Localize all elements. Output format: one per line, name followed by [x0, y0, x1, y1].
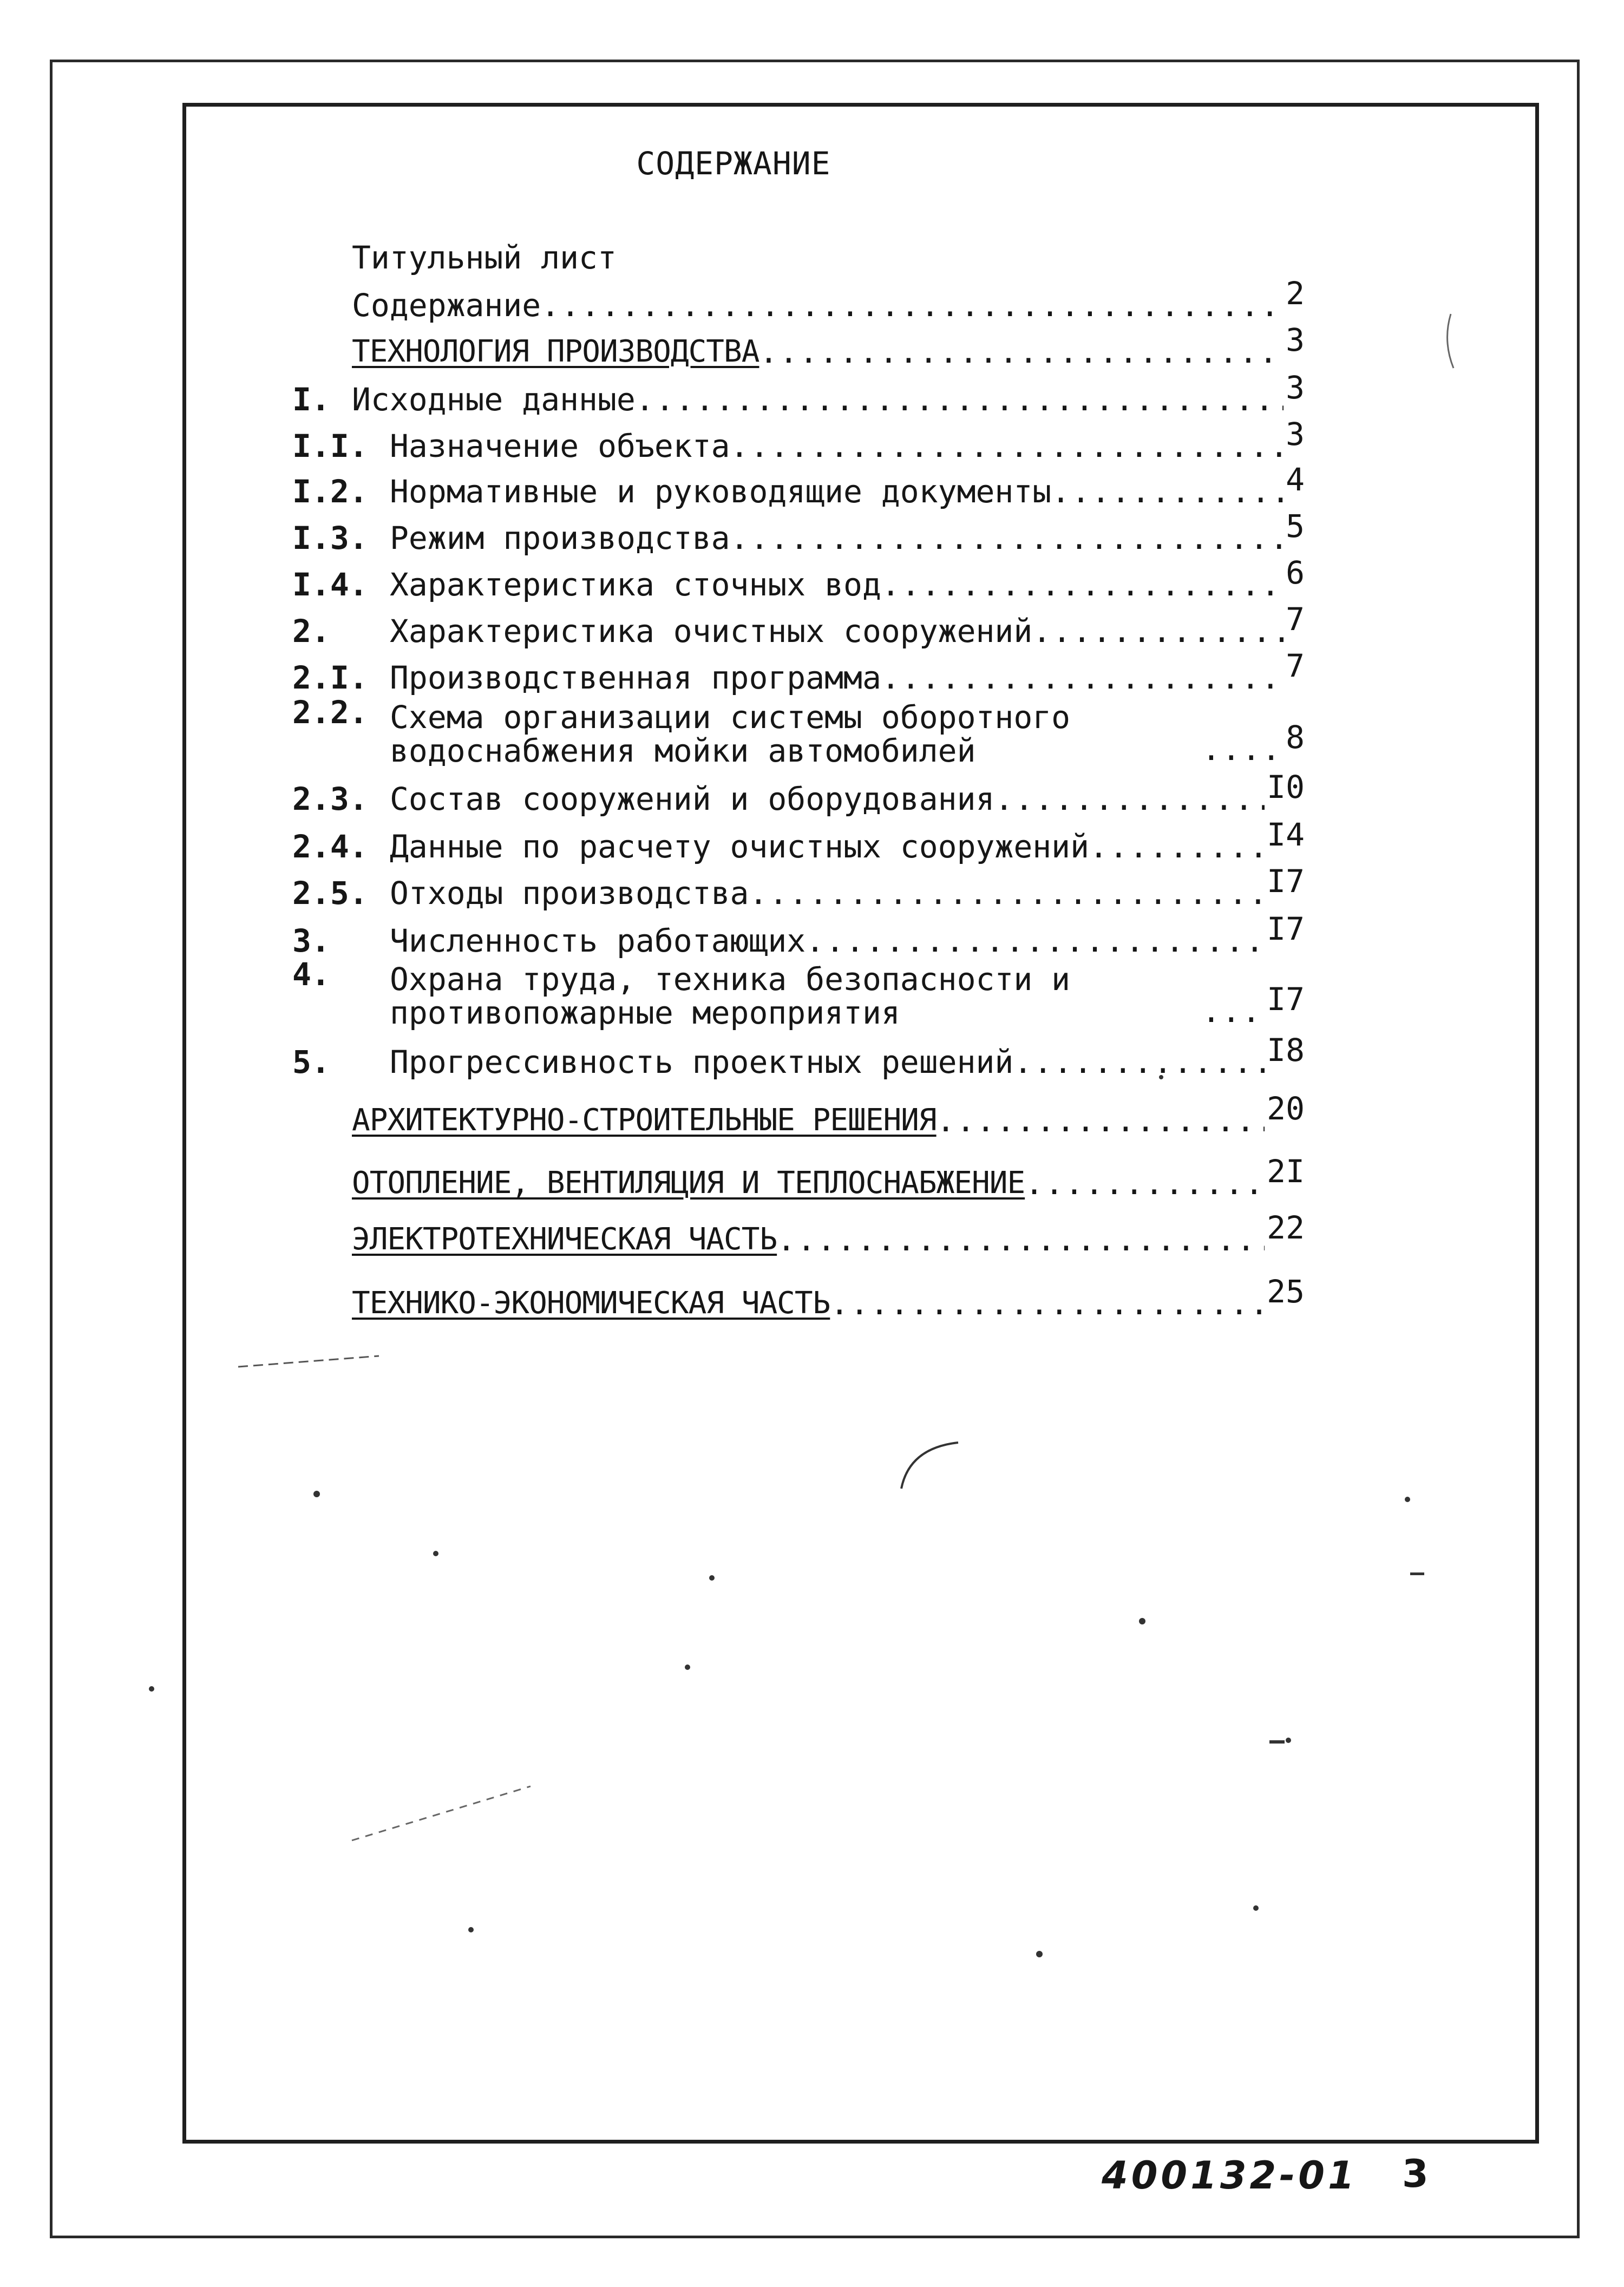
toc-row: [0, 948, 1305, 1030]
toc-text: Характеристика сточных вод: [390, 566, 881, 603]
toc-number: 2.3.: [292, 781, 368, 817]
toc-number: 2.: [292, 613, 330, 650]
leader-dots: [1051, 473, 1284, 510]
leader-dots: [730, 428, 1284, 464]
toc-number: I.4.: [292, 566, 368, 603]
leader-dots: [541, 287, 1284, 324]
toc-number: 2.I.: [292, 659, 368, 696]
toc-page: 3: [1286, 322, 1305, 358]
leader-dots: [937, 1102, 1265, 1139]
toc-text: Производственная программа: [390, 659, 881, 696]
toc-section-heading: ЭЛЕКТРОТЕХНИЧЕСКАЯ ЧАСТЬ: [352, 1222, 777, 1257]
toc-page: 3: [1286, 369, 1305, 406]
toc-row-electrical: [0, 1209, 1305, 1258]
leader-dots: [636, 381, 1284, 418]
toc-number: I.: [292, 381, 330, 418]
toc-number: 5.: [292, 1044, 330, 1080]
toc-row: [0, 769, 1305, 817]
toc-page: I4: [1267, 816, 1305, 853]
leader-dots: [1013, 1044, 1265, 1080]
toc-text: Схема организации системы оборотного водоснабжения мойки автомобилей: [390, 699, 1071, 769]
toc-row: [0, 508, 1305, 556]
toc-text: Состав сооружений и оборудования: [390, 781, 995, 817]
toc-row-architecture: [0, 1090, 1305, 1139]
toc-number: I.I.: [292, 428, 368, 464]
toc-row: [0, 1032, 1305, 1080]
leader-dots: [881, 566, 1284, 603]
leader-dots: [1202, 993, 1265, 1030]
leader-dots: [730, 520, 1284, 556]
toc-text: Назначение объекта: [390, 428, 730, 464]
toc-text: Охрана труда, техника безопасности и противопожарные мероприятия: [390, 961, 1071, 1031]
toc-page: 5: [1286, 508, 1305, 545]
document-title: СОДЕРЖАНИЕ: [636, 145, 831, 182]
toc-text: Численность работающих: [390, 922, 806, 959]
toc-text: Данные по расчету очистных сооружений: [390, 828, 1090, 865]
toc-page: 2I: [1267, 1153, 1305, 1190]
toc-row: [0, 416, 1305, 464]
toc-row-contents: [0, 275, 1305, 324]
toc-page: I7: [1267, 981, 1305, 1018]
toc-row: [0, 369, 1305, 418]
toc-row: [0, 554, 1305, 603]
toc-number: 2.4.: [292, 828, 368, 865]
leader-dots: [1025, 1165, 1265, 1202]
toc-row-heating: [0, 1153, 1305, 1202]
toc-page: 25: [1267, 1273, 1305, 1310]
toc-page: 8: [1286, 719, 1305, 756]
toc-number: 2.2.: [292, 694, 368, 731]
toc-number: I.2.: [292, 473, 368, 510]
leader-dots: [830, 1285, 1265, 1322]
toc-text: Содержание: [352, 287, 541, 324]
toc-section-heading: АРХИТЕКТУРНО-СТРОИТЕЛЬНЫЕ РЕШЕНИЯ: [352, 1103, 937, 1138]
toc-page: 4: [1286, 461, 1305, 498]
toc-number: 2.5.: [292, 875, 368, 912]
toc-row: [0, 461, 1305, 510]
toc-page: 6: [1286, 554, 1305, 591]
leader-dots: [1032, 613, 1284, 650]
toc-row: [0, 601, 1305, 650]
toc-page: 3: [1286, 416, 1305, 453]
toc-number: 3.: [292, 922, 330, 959]
toc-text: Характеристика очистных сооружений: [390, 613, 1033, 650]
leader-dots: [994, 781, 1265, 817]
toc-number: I.3.: [292, 520, 368, 556]
toc-number: 4.: [292, 956, 330, 993]
toc-page: I8: [1267, 1032, 1305, 1069]
toc-page: 7: [1286, 601, 1305, 638]
leader-dots: [759, 333, 1284, 370]
document-code: 400132-01: [1102, 2153, 1358, 2198]
toc-section-heading: ТЕХНОЛОГИЯ ПРОИЗВОДСТВА: [352, 334, 759, 369]
toc-text: Отходы производства: [390, 875, 749, 912]
toc-page: I0: [1267, 769, 1305, 805]
toc-page: 7: [1286, 647, 1305, 684]
toc-row-economics: [0, 1273, 1305, 1322]
toc-row: [0, 686, 1305, 768]
toc-row: [0, 816, 1305, 865]
leader-dots: [1089, 828, 1265, 865]
leader-dots: [777, 1221, 1265, 1258]
toc-text: Исходные данные: [352, 381, 636, 418]
toc-text: Титульный лист: [352, 239, 617, 276]
leader-dots: [749, 875, 1265, 912]
toc-page: I7: [1267, 863, 1305, 900]
toc-page: 2: [1286, 275, 1305, 312]
toc-row-technology: [0, 322, 1305, 370]
toc-page: 20: [1267, 1090, 1305, 1127]
toc-page: I7: [1267, 910, 1305, 947]
toc-text: Режим производства: [390, 520, 730, 556]
toc-page: 22: [1267, 1209, 1305, 1246]
toc-row: [0, 863, 1305, 912]
toc-text: Прогрессивность проектных решений: [390, 1044, 1014, 1080]
toc-text: Нормативные и руководящие документы: [390, 473, 1052, 510]
toc-section-heading: ОТОПЛЕНИЕ, ВЕНТИЛЯЦИЯ И ТЕПЛОСНАБЖЕНИЕ: [352, 1165, 1025, 1201]
toc-row-title-sheet: [0, 227, 1305, 276]
toc-section-heading: ТЕХНИКО-ЭКОНОМИЧЕСКАЯ ЧАСТЬ: [352, 1286, 830, 1321]
sheet-number: 3: [1402, 2152, 1429, 2196]
leader-dots: [1202, 731, 1284, 768]
